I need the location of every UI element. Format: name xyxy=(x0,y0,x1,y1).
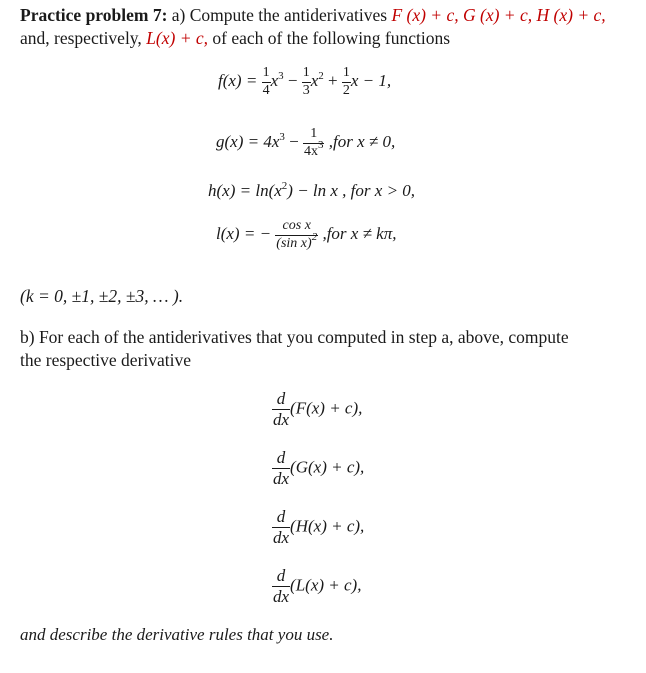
h-expression: h(x) = ln(x xyxy=(208,181,282,200)
f-term2-fraction: $\frac{1}{3}$ xyxy=(302,65,310,98)
d-dx-operator: $\frac{d}{dx}$ xyxy=(273,507,290,547)
antiderivative-l: L(x) + c, xyxy=(146,28,209,48)
l-fraction: $\frac{\text{cos x}}{(\sin x)^2}$ xyxy=(276,218,318,251)
intro-line-1 xyxy=(20,3,606,27)
g-condition: ,for x ≠ 0, xyxy=(324,132,396,152)
equation-g: $g(x) = 4x^3$ − $\frac{1}{4x^3}$ ,for x ≠ 0, xyxy=(216,126,396,159)
d-dx-operator: $\frac{d}{dx}$ xyxy=(273,389,290,429)
l-condition: ,for x ≠ kπ, xyxy=(318,224,397,244)
f-term3-fraction: $\frac{1}{2}$ xyxy=(342,65,350,98)
derivative-H: $\frac{d}{dx}$ (H(x) + c), xyxy=(273,507,365,547)
d-dx-operator: $\frac{d}{dx}$ xyxy=(273,448,290,488)
equation-f: f(x) = $\frac{1}{4}$ $x^3$ − $\frac{1}{3}$ $x^2$ + $\frac{1}{2}$ x − 1, xyxy=(218,65,392,98)
f-term1-fraction: $\frac{1}{4}$ xyxy=(262,65,270,98)
intro-text-2: and, respectively, xyxy=(20,28,147,48)
intro-text-1: a) Compute the antiderivatives xyxy=(167,5,392,25)
problem-heading: Practice problem 7: xyxy=(20,5,168,25)
g-lhs: g(x) = 4x xyxy=(216,132,280,152)
equation-l xyxy=(216,219,396,251)
partb-line-1: b) For each of the antiderivatives that you computed in step a, above, compute xyxy=(20,327,569,347)
intro-text-3: of each of the following functions xyxy=(208,28,451,48)
equation-h: $h(x) = \ln(x^2) - \ln x$ , for x > 0, xyxy=(208,180,416,200)
derivative-G: $\frac{d}{dx}$ (G(x) + c), xyxy=(273,448,365,488)
intro-line-2 xyxy=(20,26,450,50)
l-lhs: l(x) = − xyxy=(216,224,276,244)
g-fraction: $\frac{1}{4x^3}$ xyxy=(303,126,324,159)
partb-line-2: the respective derivative xyxy=(20,350,192,370)
closing-instruction: and describe the derivative rules that you use. xyxy=(20,625,334,644)
antiderivatives-fgh: F (x) + c, G (x) + c, H (x) + c, xyxy=(391,5,606,25)
k-values-note: (k = 0, ±1, ±2, ±3, … ). xyxy=(20,286,184,306)
derivative-L: $\frac{d}{dx}$ (L(x) + c), xyxy=(273,566,362,606)
f-lhs: f(x) = xyxy=(218,71,262,91)
d-dx-operator: $\frac{d}{dx}$ xyxy=(273,566,290,606)
derivative-F: $\frac{d}{dx}$ (F(x) + c), xyxy=(273,389,363,429)
